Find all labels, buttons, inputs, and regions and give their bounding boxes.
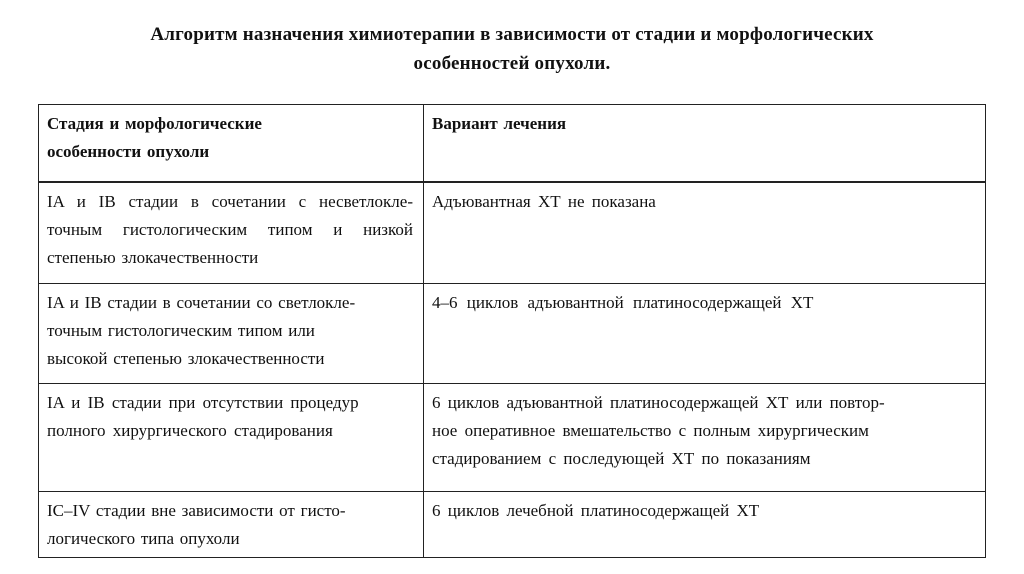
text-line: IC–IV стадии вне зависимости от гисто- — [47, 501, 346, 520]
text-line: 6 циклов лечебной платиносодержащей ХТ — [432, 501, 760, 520]
treatment-cell — [424, 182, 986, 284]
text-line: точным гистологическим типом и низкой — [47, 219, 413, 239]
text-line: высокой степенью злокачественности — [47, 349, 325, 368]
table-row — [39, 384, 986, 492]
header-text-line: особенности опухоли — [47, 142, 210, 161]
table-row — [39, 284, 986, 384]
page-title-line-2: особенностей опухоли. — [413, 53, 611, 74]
stage-cell — [39, 284, 424, 384]
text-line: стадированием с последующей ХТ по показаниям — [432, 449, 811, 468]
table-row — [39, 492, 986, 558]
header-text-line: Стадия и морфологические — [47, 114, 262, 133]
table-header-row — [39, 105, 986, 182]
treatment-cell — [424, 284, 986, 384]
text-line: ное оперативное вмешательство с полным хирургическим — [432, 421, 869, 440]
stage-cell — [39, 492, 424, 558]
page-title-line-1: Алгоритм назначения химиотерапии в зависимости от стадии и морфологических — [150, 24, 874, 45]
text-line: логического типа опухоли — [47, 529, 240, 548]
text-line: степенью злокачественности — [47, 247, 259, 267]
text-line: IA и IB стадии при отсутствии процедур — [47, 393, 359, 412]
stage-cell — [39, 384, 424, 492]
stage-cell — [39, 182, 424, 284]
text-line: точным гистологическим типом или — [47, 321, 315, 340]
treatment-cell — [424, 492, 986, 558]
text-line: полного хирургического стадирования — [47, 421, 333, 440]
header-text-line: Вариант лечения — [432, 114, 567, 133]
text-line: 6 циклов адъювантной платиносодержащей ХТ или повтор- — [432, 393, 885, 412]
text-line: IA и IB стадии в сочетании со светлокле- — [47, 293, 356, 312]
header-cell-stage — [39, 105, 424, 182]
treatment-cell — [424, 384, 986, 492]
table-row — [39, 182, 986, 284]
chemo-algorithm-table — [38, 104, 986, 558]
page-title — [0, 0, 1024, 78]
text-line: Адъювантная ХТ не показана — [432, 191, 656, 211]
header-cell-treatment — [424, 105, 986, 182]
text-line: IA и IB стадии в сочетании с несветлокле- — [47, 191, 413, 211]
text-line: 4–6 циклов адъювантной платиносодержащей ХТ — [432, 293, 814, 312]
